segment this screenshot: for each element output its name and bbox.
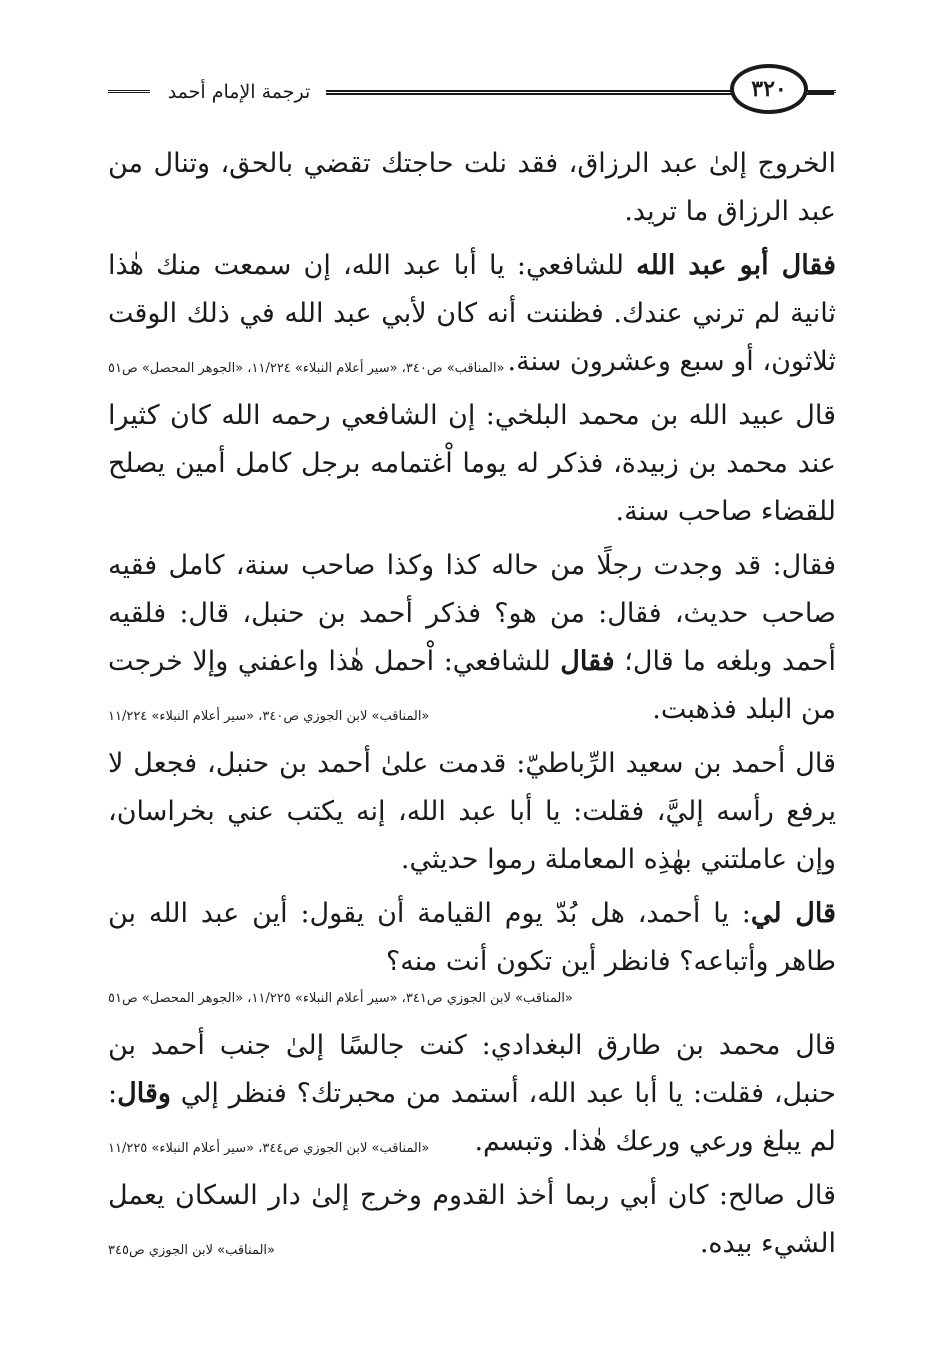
source-reference: «المناقب» لابن الجوزي ص٣٤٥ <box>108 1243 275 1258</box>
paragraph <box>108 890 836 986</box>
paragraph <box>108 140 836 236</box>
paragraph-text: قال محمد بن طارق البغدادي: كنت جالسًا إلىٰ جنب أحمد بن حنبل، فقلت: يا أبا عبد الله، أستمد من محبرتك؟ فنظر إلي <box>108 1030 836 1109</box>
paragraph-lead: قال لي <box>750 898 836 929</box>
source-reference: «المناقب» ص٣٤٠، «سير أعلام النبلاء» ١١/٢٢٤، «الجوهر المحصل» ص٥١ <box>108 361 505 376</box>
paragraph-text: قال أحمد بن سعيد الرِّباطيّ: قدمت علىٰ أحمد بن حنبل، فجعل لا يرفع رأسه إليَّ، فقلت: يا أبا عبد الله، إنه يكتب عني بخراسان، وإن عاملتني بهٰذِه المعاملة رموا حديثي. <box>108 748 836 875</box>
page-header <box>108 52 836 132</box>
paragraph-emphasis: فقال <box>560 646 615 677</box>
paragraph-text: : يا أحمد، هل بُدّ يوم القيامة أن يقول: أين عبد الله بن طاهر وأتباعه؟ فانظر أين تكون أنت منه؟ <box>108 898 836 977</box>
page-body <box>108 140 836 1274</box>
paragraph-text: قال صالح: كان أبي ربما أخذ القدوم وخرج إلىٰ دار السكان يعمل الشيء بيده. <box>108 1180 836 1259</box>
paragraph <box>108 392 836 536</box>
paragraph <box>108 740 836 884</box>
paragraph <box>108 542 836 734</box>
paragraph-text: فقال: قد وجدت رجلًا من حاله كذا وكذا صاحب سنة، كامل فقيه صاحب حديث، فقال: من هو؟ فذكر أحمد بن حنبل، قال: فلقيه أحمد وبلغه ما قال؛ <box>108 550 836 677</box>
paragraph-text: للشافعي: اْحمل هٰذا واعفني وإلا خرجت من البلد فذهبت. <box>108 646 836 725</box>
paragraph-text: قال عبيد الله بن محمد البلخي: إن الشافعي رحمه الله كان كثيرا عند محمد بن زبيدة، فذكر له يوما اْغتمامه برجل كامل أمين يصلح للقضاء صاحب سنة. <box>108 400 836 527</box>
paragraph-text: الخروج إلىٰ عبد الرزاق، فقد نلت حاجتك تقضي بالحق، وتنال من عبد الرزاق ما تريد. <box>108 148 836 227</box>
paragraph-text: للشافعي: يا أبا عبد الله، إن سمعت منك هٰذا ثانية لم ترني عندك. فظننت أنه كان لأبي عبد الله في ذلك الوقت ثلاثون، أو سبع وعشرون سنة. <box>108 250 836 377</box>
source-reference: «المناقب» لابن الجوزي ص٣٤٠، «سير أعلام النبلاء» ١١/٢٢٤ <box>108 709 430 724</box>
paragraph-lead: فقال أبو عبد الله <box>636 250 836 281</box>
header-rule-left <box>108 90 150 97</box>
source-reference: «المناقب» لابن الجوزي ص٣٤٤، «سير أعلام النبلاء» ١١/٢٢٥ <box>108 1141 430 1156</box>
paragraph-emphasis: وقال <box>117 1078 171 1109</box>
running-title: ترجمة الإمام أحمد <box>154 76 324 108</box>
header-rule-right <box>808 90 836 97</box>
paragraph-text: : لم يبلغ ورعي ورعك هٰذا. وتبسم. <box>108 1078 836 1157</box>
page-number: ٣٢٠ <box>730 64 808 114</box>
source-reference: «المناقب» لابن الجوزي ص٣٤١، «سير أعلام النبلاء» ١١/٢٢٥، «الجوهر المحصل» ص٥١ <box>108 991 573 1006</box>
